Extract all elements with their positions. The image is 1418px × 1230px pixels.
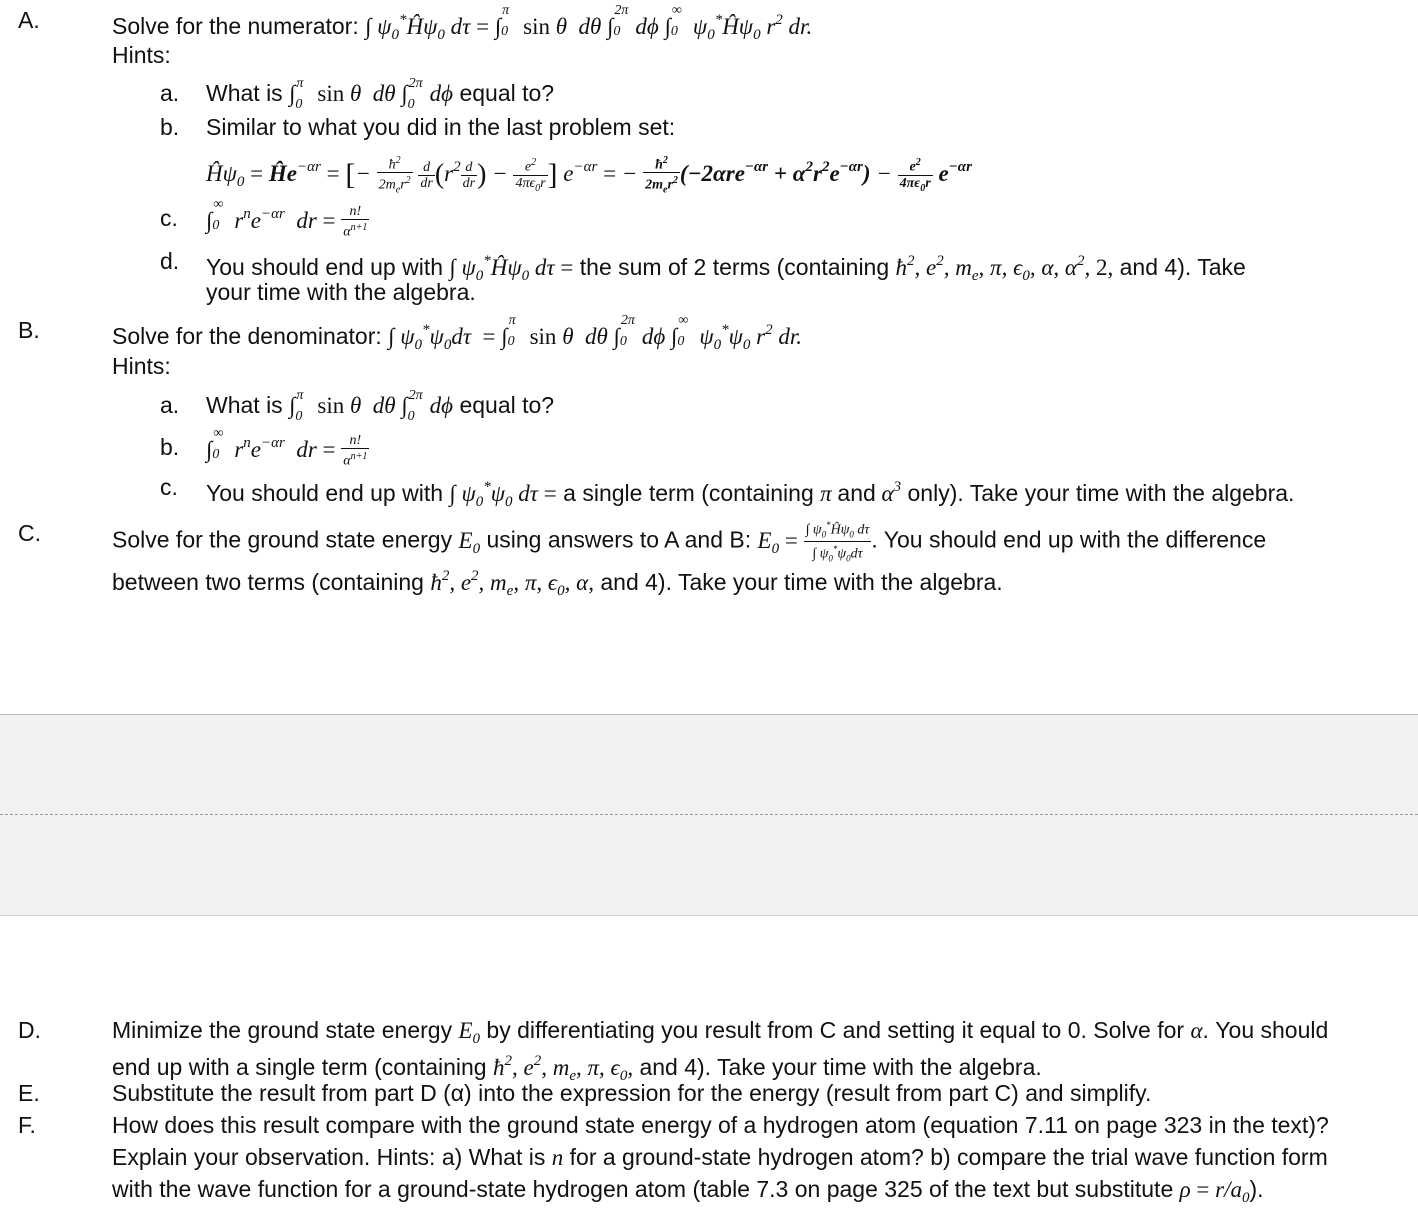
- page-break-panel: [0, 714, 1418, 916]
- part-b-hints-label: Hints:: [112, 353, 171, 379]
- part-a-hint-d-marker: d.: [160, 248, 180, 274]
- part-a-numerator-equation: ∫ $\psi_0^*Ĥ\psi_0$ dτ = ∫ π 0 sin θ dθ ∫ 2π 0 dϕ ∫ ∞ 0 $\psi_0^*Ĥ\psi_0$ $r^2$ dr.: [365, 3, 813, 43]
- part-f-line-3-tail: ).: [1249, 1176, 1264, 1202]
- part-c-line-1: [112, 518, 1266, 567]
- part-f-line-2: [112, 1142, 1328, 1173]
- part-d-line-2-lead: end up with a single term (containing: [112, 1054, 487, 1080]
- part-a-statement: [112, 5, 812, 50]
- part-c-mid: using answers to A and B:: [486, 526, 752, 553]
- part-c-symbols: $ħ^2$, $e^2$, $m_e$, π, $\epsilon_0$, α,: [430, 568, 594, 599]
- part-b-hint-a-tail: equal to?: [459, 392, 555, 418]
- part-a-hint-d-mid: the sum of 2 terms (containing: [579, 254, 890, 280]
- ground-state-energy-symbol: $E_0$: [458, 527, 481, 557]
- part-f-line-1: How does this result compare with the ground state energy of a hydrogen atom (equation 7.11 on page 323 in the text)?: [112, 1112, 1329, 1138]
- part-d-symbols: $ħ^2$, $e^2$, $m_e$, π, $\epsilon_0$,: [493, 1053, 634, 1084]
- part-d-tail: . You should: [1202, 1017, 1329, 1043]
- part-c-line-2-lead: between two terms (containing: [112, 569, 424, 595]
- part-a-hint-c-integral: ∫ ∞ 0 $r^ne^{-\alpha r}$ dr = $\frac{n!}{\alpha^{n+1}}$: [206, 197, 368, 241]
- part-b-denominator-equation: ∫ $\psi_0^*\psi_0d\tau$ = ∫ π 0 sin θ dθ ∫ 2π 0 dϕ ∫ ∞ 0 $\psi_0^*\psi_0$ $r^2$ dr.: [388, 313, 803, 353]
- page-break-dashed-line: [0, 814, 1418, 815]
- part-f-line-3-lead: with the wave function for a ground-state hydrogen atom (table 7.3 on page 325 of the text but substitute: [112, 1176, 1174, 1202]
- part-d-alpha: α: [1190, 1018, 1203, 1043]
- part-a-marker: A.: [18, 7, 40, 33]
- hamiltonian-equation: $Ĥ\psi_0$ = $Ĥe^{-\alpha r}$ = [− $\frac{ħ^2}{2m_er^2}$ $\frac{d}{dr}$ ($r^2$ $\frac{d}{dr}$ ) − $\frac{e^2}{4\pi\epsilon_0r}$ ] $e^{-\alpha r}$ = − $\frac{ħ^2}{2m_er^2}$ $(-2\alpha re^{-\alpha r} + \alpha^2r^2e^{-\alpha r})$ − $\frac{e^2}{4\pi\epsilon_0r}$ $e^{-\alpha r}$: [206, 154, 972, 196]
- part-e-line-1: Substitute the result from part D (α) into the expression for the energy (result from part C) and simplify.: [112, 1080, 1152, 1106]
- part-b-hint-c-mid: a single term (containing: [563, 480, 814, 506]
- part-b-hint-a: [206, 388, 555, 424]
- part-b-hint-b-integral: ∫ ∞ 0 $r^ne^{-\alpha r}$ dr = $\frac{n!}{\alpha^{n+1}}$: [206, 426, 368, 470]
- part-a-hint-b-marker: b.: [160, 114, 180, 140]
- part-a-hint-a-lead: What is: [206, 80, 283, 106]
- part-a-hint-a-math: ∫ π 0 sin θ dθ ∫ 2π 0 dϕ: [289, 76, 454, 112]
- part-b-statement: [112, 315, 802, 360]
- part-a-hint-c-marker: c.: [160, 205, 178, 231]
- part-f-line-3: [112, 1174, 1264, 1213]
- part-b-hint-c-tail: only). Take your time with the algebra.: [907, 480, 1295, 506]
- part-b-hint-c-math: ∫ $\psi_0^*\psi_0$ dτ =: [449, 479, 557, 510]
- part-d-energy-symbol: $E_0$: [458, 1018, 481, 1047]
- part-a-hint-d-symbols: $ħ^2$, $e^2$, $m_e$, π, $\epsilon_0$, α, $\alpha^2$, 2,: [895, 253, 1114, 284]
- part-b-lead: Solve for the denominator:: [112, 323, 382, 349]
- part-f-line-2-tail: for a ground-state hydrogen atom? b) compare the trial wave function form: [569, 1144, 1328, 1170]
- part-a-hint-d-math: ∫ $\psi_0^*Ĥ\psi_0$ dτ =: [449, 253, 574, 284]
- part-a-hint-a-tail: equal to?: [459, 80, 555, 106]
- part-b-hint-c: [206, 472, 1294, 517]
- part-b-hint-a-marker: a.: [160, 392, 180, 418]
- part-a-hint-d-lead: You should end up with: [206, 254, 444, 280]
- part-c-marker: C.: [18, 520, 41, 546]
- part-d-marker: D.: [18, 1017, 41, 1043]
- part-d-lead: Minimize the ground state energy: [112, 1017, 453, 1043]
- part-c-lead: Solve for the ground state energy: [112, 526, 453, 553]
- part-c-line-2-tail: and 4). Take your time with the algebra.: [600, 569, 1003, 595]
- part-a-lead: Solve for the numerator:: [112, 13, 359, 39]
- part-f-n-symbol: n: [551, 1145, 564, 1170]
- part-a-hints-label: Hints:: [112, 42, 171, 68]
- part-c-tail: . You should end up with the difference: [871, 526, 1267, 553]
- part-b-hint-c-symbols: π and $\alpha^3$: [820, 479, 902, 506]
- part-e-marker: E.: [18, 1080, 40, 1106]
- part-a-hint-d-tail: and 4). Take: [1119, 254, 1246, 280]
- part-c-line-2: [112, 561, 1003, 606]
- part-f-marker: F.: [18, 1112, 36, 1138]
- part-b-hint-a-math: ∫ π 0 sin θ dθ ∫ 2π 0 dϕ: [289, 388, 454, 424]
- part-d-mid: by differentiating you result from C and setting it equal to 0. Solve for: [486, 1017, 1185, 1043]
- part-b-hint-a-lead: What is: [206, 392, 283, 418]
- part-b-hint-c-lead: You should end up with: [206, 480, 444, 506]
- part-f-line-2-lead: Explain your observation. Hints: a) What is: [112, 1144, 546, 1170]
- part-b-marker: B.: [18, 317, 40, 343]
- part-d-line-2-tail: and 4). Take your time with the algebra.: [639, 1054, 1042, 1080]
- part-a-hint-b: Similar to what you did in the last problem set:: [206, 114, 676, 140]
- part-c-ratio: $E_0$ = $\frac{\int \psi_0^*Ĥ\psi_0 d\tau}{\int \psi_0^*\psi_0d\tau}$: [757, 520, 870, 564]
- part-b-hint-c-marker: c.: [160, 474, 178, 500]
- part-b-hint-b-marker: b.: [160, 434, 180, 460]
- part-f-rho-substitution: $\rho = r/a_0$: [1179, 1177, 1250, 1206]
- part-a-hint-a: [206, 76, 555, 112]
- part-a-hint-d-continuation: your time with the algebra.: [206, 279, 476, 305]
- part-a-hint-a-marker: a.: [160, 80, 180, 106]
